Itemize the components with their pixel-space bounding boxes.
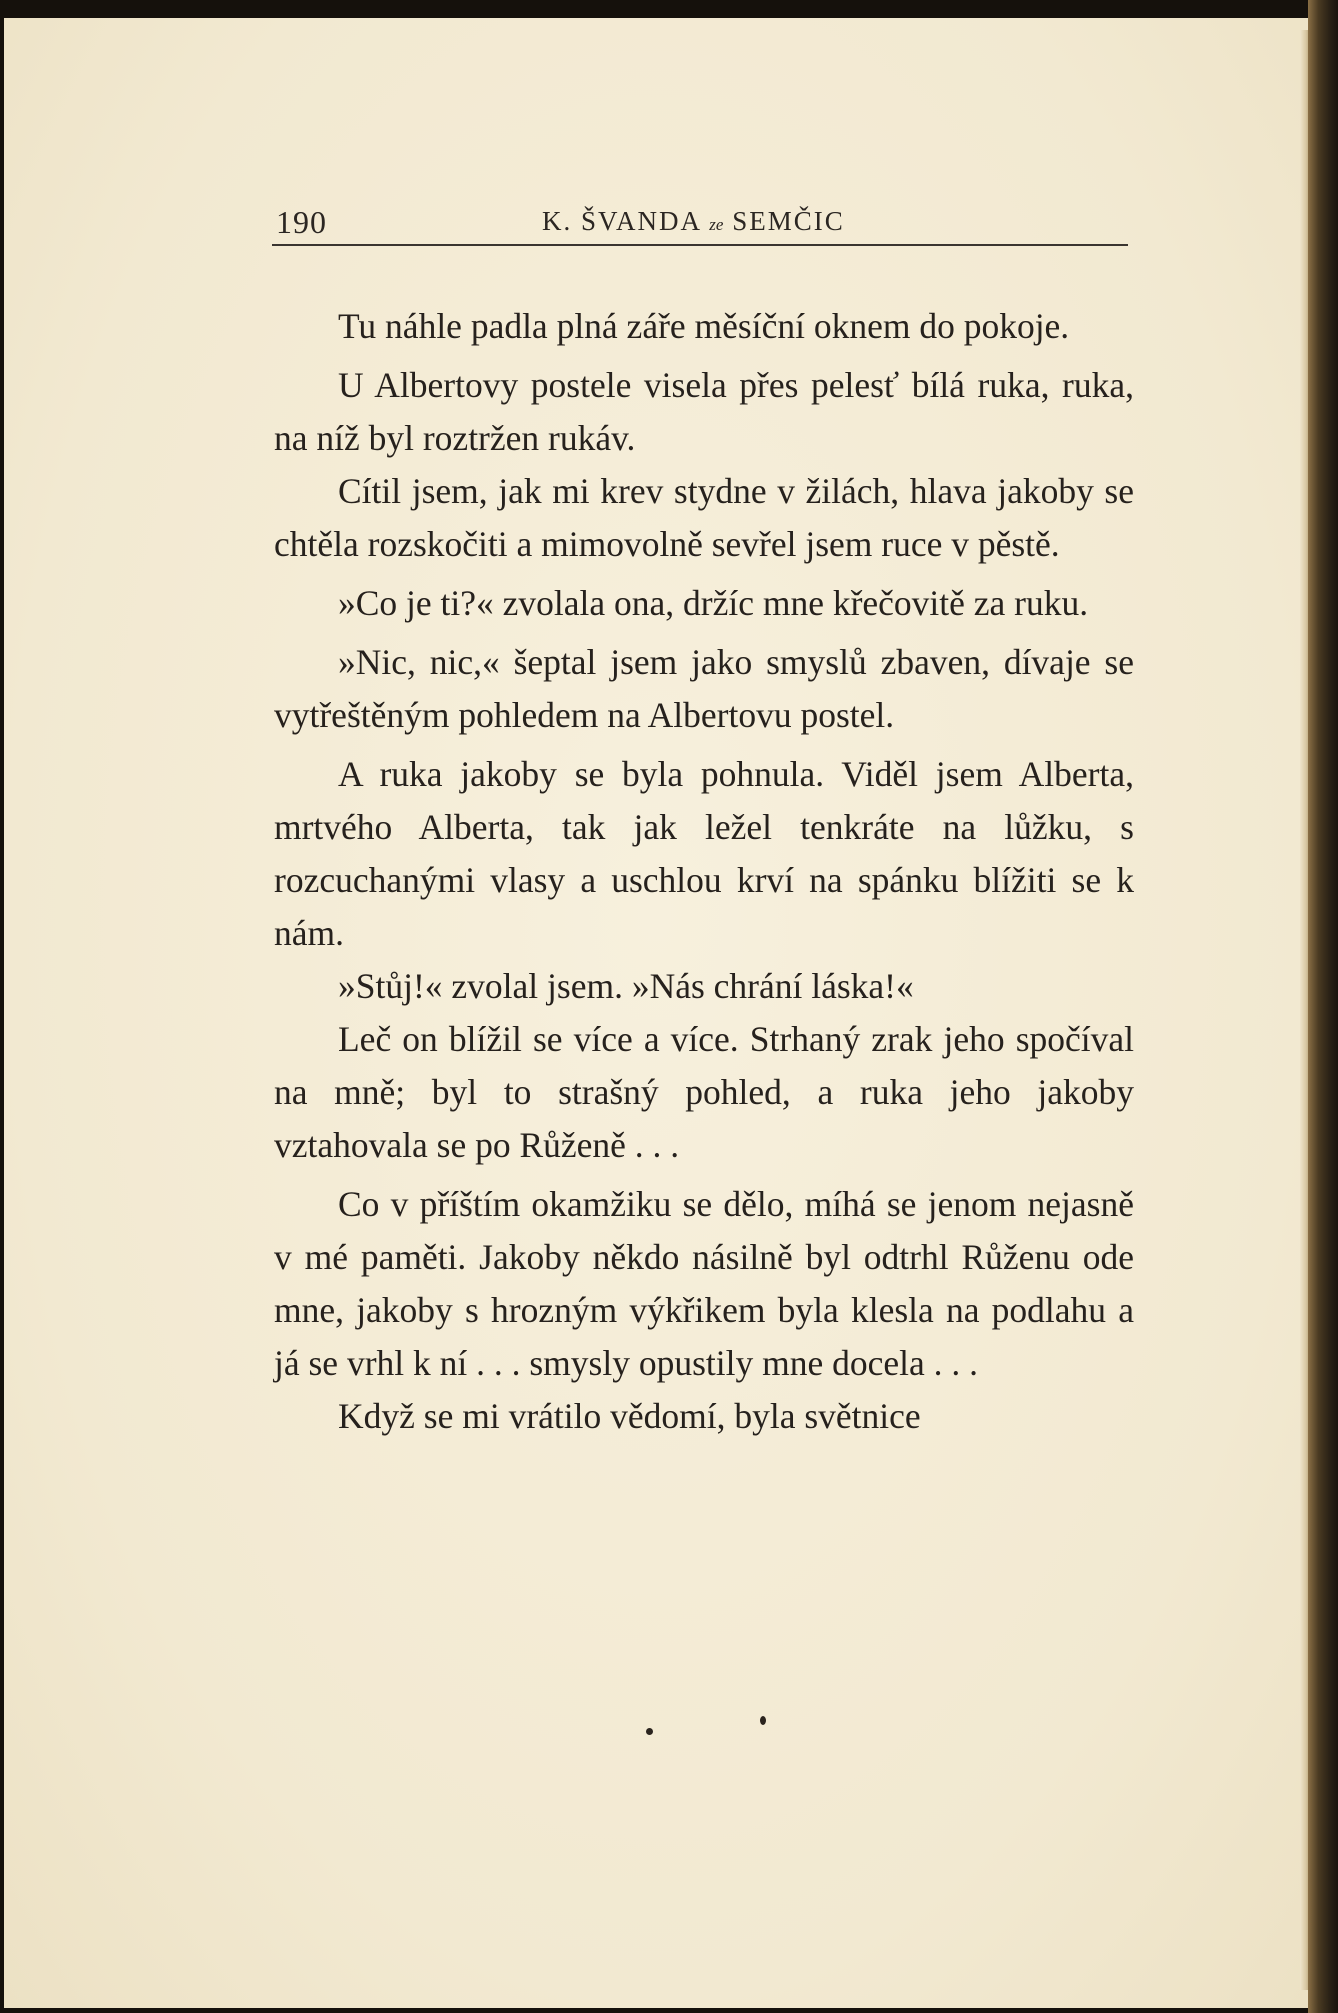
author-particle: ze <box>709 215 724 234</box>
paragraph: »Co je ti?« zvolala ona, držíc mne křečovitě za ruku. <box>338 583 1089 623</box>
page-number: 190 <box>276 204 327 240</box>
author-last: SEMČIC <box>732 206 845 236</box>
paragraph: U Albertovy postele visela přes pelesť bílá ruka, ruka, na níž byl roztržen rukáv. <box>274 365 1134 458</box>
author-first: K. ŠVANDA <box>542 206 701 236</box>
paragraph: Tu náhle padla plná záře měsíční oknem do pokoje. <box>338 306 1070 346</box>
paragraph: Leč on blížil se více a více. Strhaný zrak jeho spočíval na mně; byl to strašný pohled, a ruka jeho jakoby vztahovala se po Růženě . . . <box>274 1019 1134 1165</box>
paragraph: Cítil jsem, jak mi krev stydne v žilách, hlava jakoby se chtěla rozskočiti a mimovolně sevřel jsem ruce v pěstě. <box>274 471 1134 564</box>
running-head <box>542 206 845 237</box>
paragraph: Když se mi vrátilo vědomí, byla světnice <box>338 1396 921 1436</box>
paragraph: Co v příštím okamžiku se dělo, míhá se jenom nejasně v mé paměti. Jakoby někdo násilně byl odtrhl Růženu ode mne, jakoby s hrozným výkřikem byla klesla na podlahu a já se vrhl k ní . . . smysly opustily mne docela . . . <box>274 1184 1134 1383</box>
ink-speck <box>760 1716 766 1725</box>
body-text <box>274 300 1134 1443</box>
ink-speck <box>646 1728 653 1735</box>
page-header <box>272 200 1128 246</box>
book-binding <box>1308 0 1338 2013</box>
paragraph: A ruka jakoby se byla pohnula. Viděl jsem Alberta, mrtvého Alberta, tak jak ležel tenkráte na lůžku, s rozcuchanými vlasy a uschlou krví na spánku blížiti se k nám. <box>274 754 1134 953</box>
paragraph: »Stůj!« zvolal jsem. »Nás chrání láska!« <box>338 966 914 1006</box>
paragraph: »Nic, nic,« šeptal jsem jako smyslů zbaven, dívaje se vytřeštěným pohledem na Albertovu postel. <box>274 642 1134 735</box>
